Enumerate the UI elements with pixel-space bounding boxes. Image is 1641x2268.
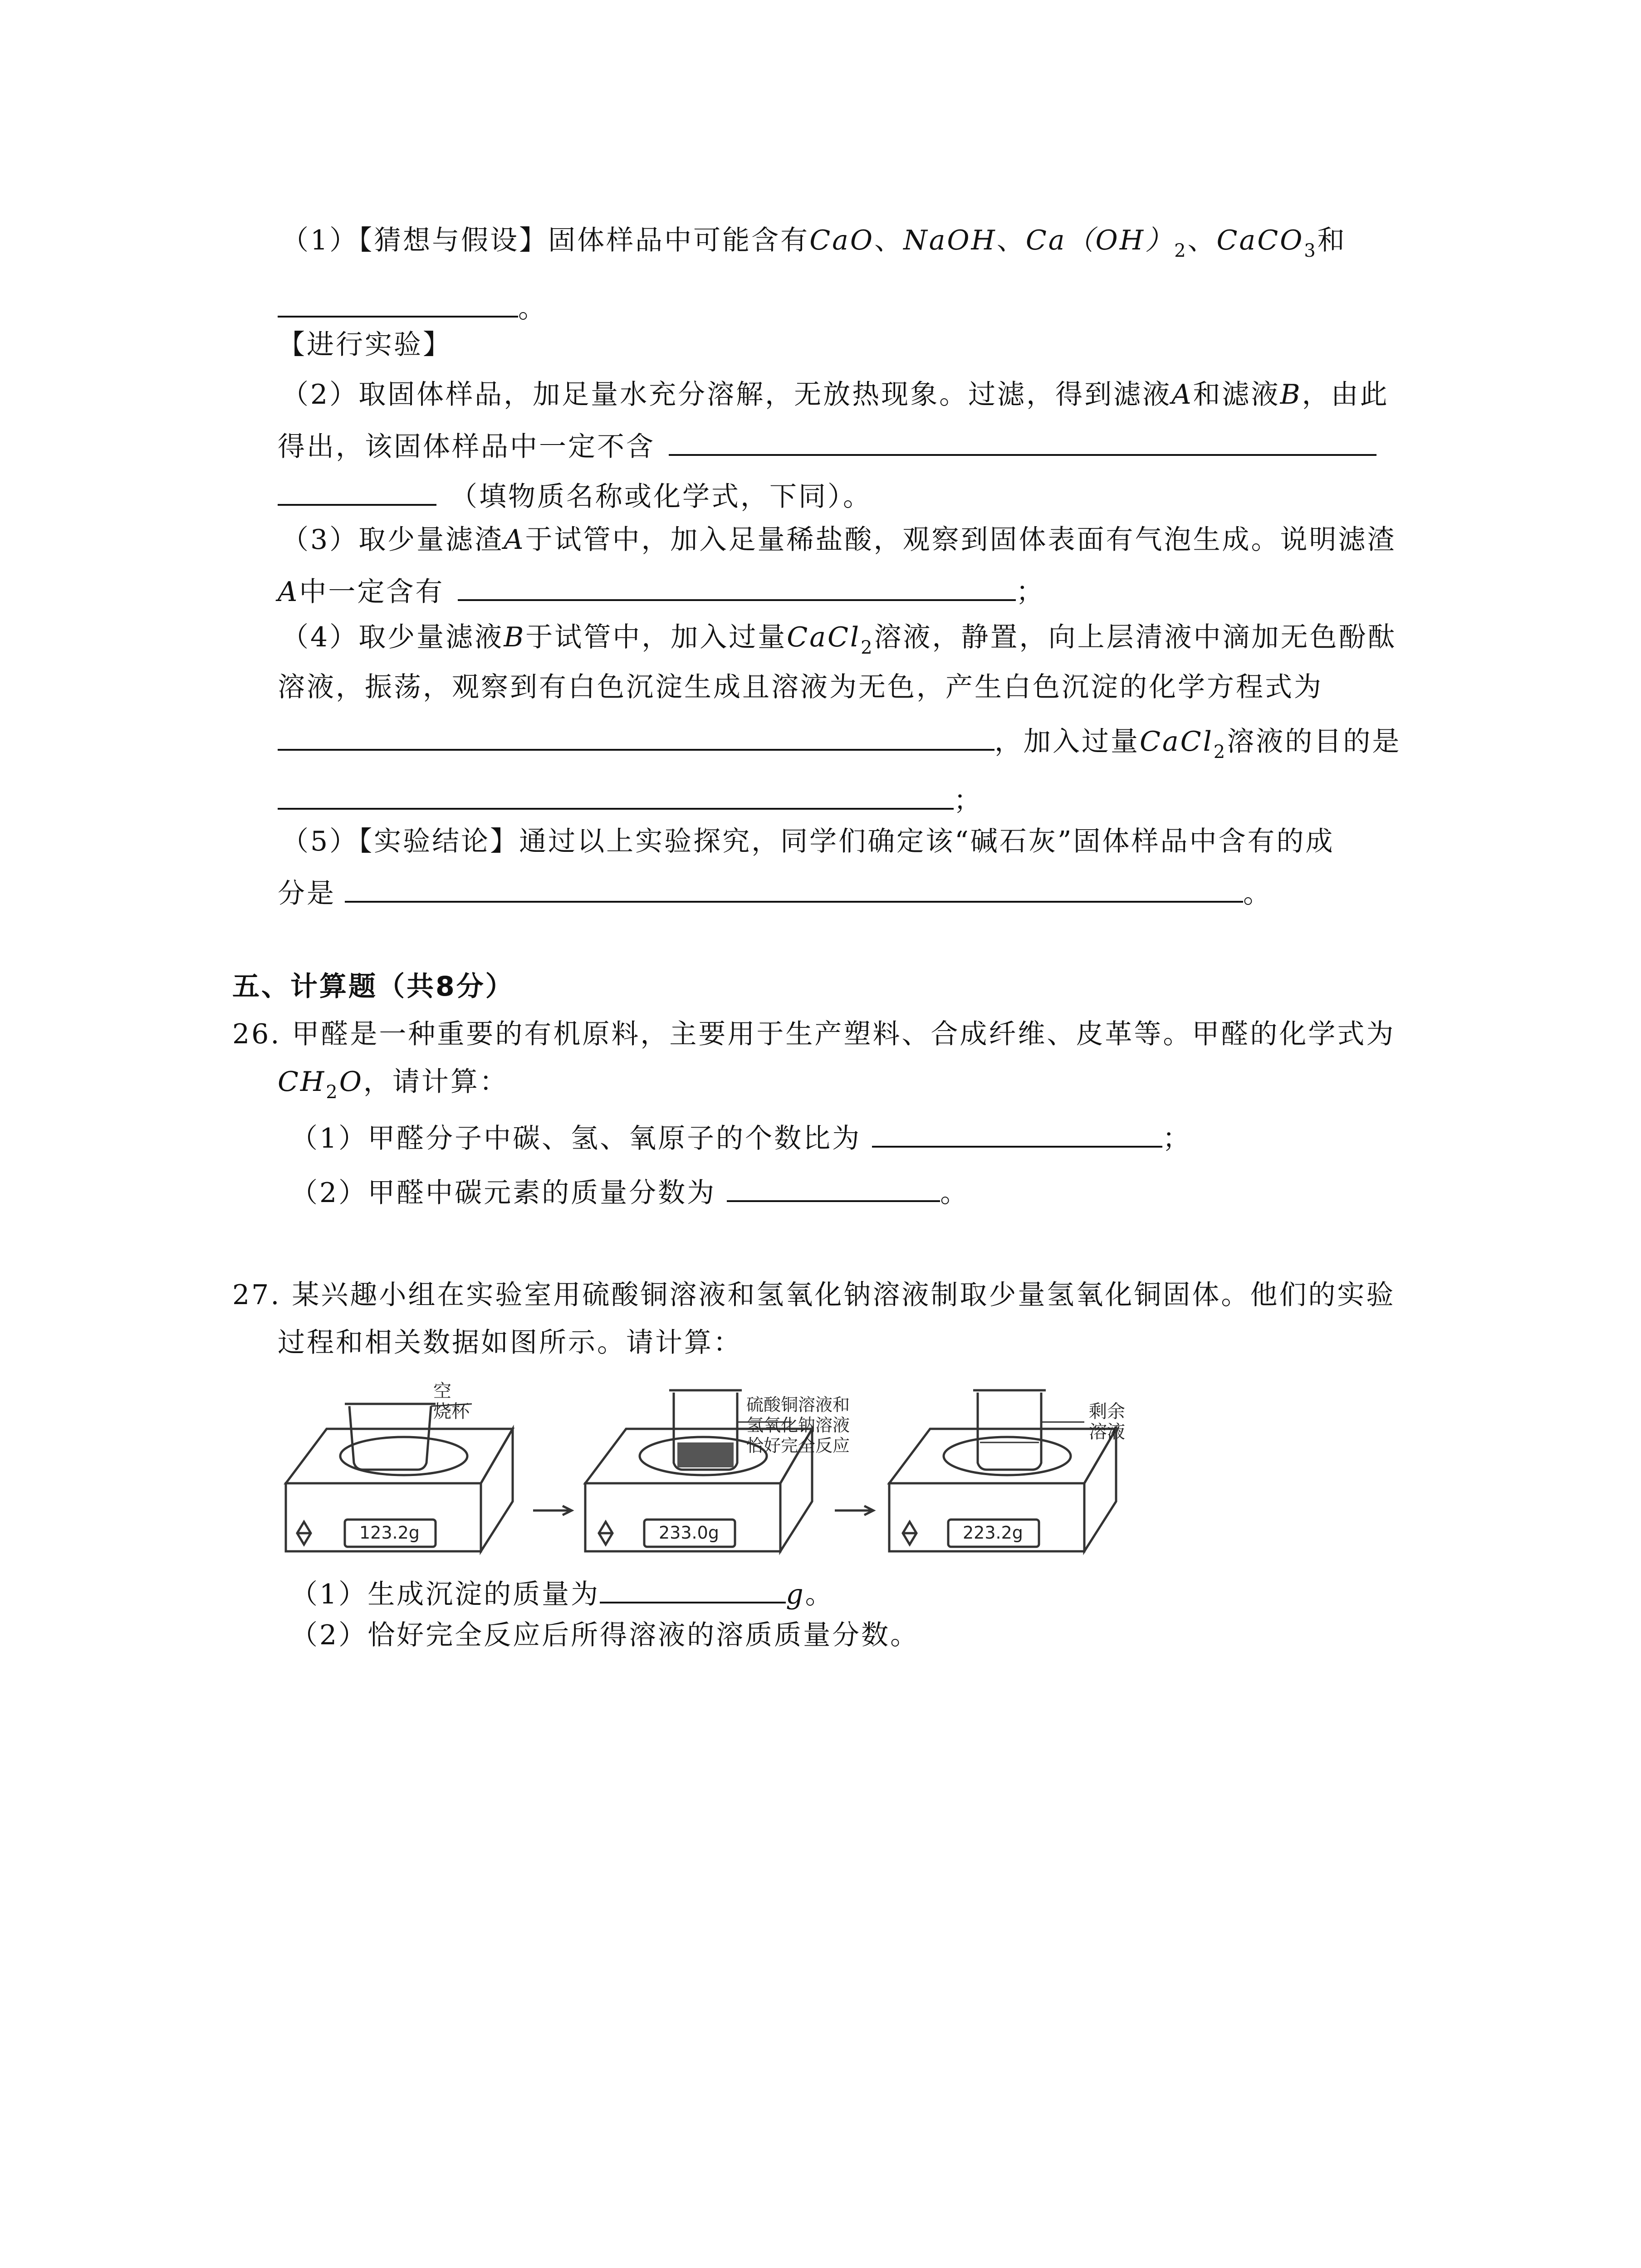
answer-blank[interactable]: [278, 719, 994, 751]
q3-line1: （3）取少量滤渣A于试管中，加入足量稀盐酸，观察到固体表面有气泡生成。说明滤渣: [281, 524, 1396, 556]
q2-line3: （填物质名称或化学式，下同）。: [278, 474, 872, 515]
balance-reading-2: 233.0g: [659, 1523, 719, 1543]
answer-blank[interactable]: [669, 424, 1376, 456]
answer-blank[interactable]: [345, 871, 1243, 903]
label-reaction-2: 氢氧化钠溶液: [746, 1415, 850, 1435]
answer-blank[interactable]: [278, 778, 954, 810]
label-empty-beaker-1: 空: [433, 1381, 451, 1402]
q5-line1: （5）【实验结论】通过以上实验探究，同学们确定该“碱石灰”固体样品中含有的成: [281, 826, 1335, 857]
q1-line1: （1）【猜想与假设】固体样品中可能含有CaO、NaOH、$Ca(OH)_2$、CaCO$_3$和: [281, 225, 1347, 261]
q27-line2: 过程和相关数据如图所示。请计算：: [278, 1327, 742, 1359]
balance-experiment-figure: [272, 1379, 1180, 1574]
q26-part2: （2）甲醛中碳元素的质量分数为 。: [290, 1170, 969, 1211]
q5-line2: 分是 。: [278, 871, 1272, 912]
q4-line4: ；: [278, 778, 983, 819]
q26-line1: 26. 甲醛是一种重要的有机原料，主要用于生产塑料、合成纤维、皮革等。甲醛的化学式为: [232, 1018, 1396, 1050]
label-remaining-2: 溶液: [1089, 1422, 1125, 1442]
label-reaction-1: 硫酸铜溶液和: [746, 1395, 850, 1415]
label-remaining-1: 剩余: [1089, 1401, 1125, 1422]
answer-blank[interactable]: [458, 569, 1016, 601]
q2-line1: （2）取固体样品，加足量水充分溶解，无放热现象。过滤，得到滤液A和滤液B，由此: [281, 379, 1389, 411]
q27-part2: （2）恰好完全反应后所得溶液的溶质质量分数。: [290, 1619, 920, 1651]
answer-blank[interactable]: [600, 1572, 786, 1603]
q27-part1: （1）生成沉淀的质量为 g。: [290, 1572, 834, 1613]
q27-line1: 27. 某兴趣小组在实验室用硫酸铜溶液和氢氧化钠溶液制取少量氢氧化铜固体。他们的实验: [232, 1279, 1396, 1311]
q4-line2: 溶液，振荡，观察到有白色沉淀生成且溶液为无色，产生白色沉淀的化学方程式为: [278, 671, 1323, 703]
q3-line2: A中一定含有 ；: [278, 569, 1045, 610]
answer-blank[interactable]: [278, 286, 518, 318]
balance-reading-3: 223.2g: [963, 1523, 1023, 1543]
q4-line3: ，加入过量CaCl$_2$溶液的目的是: [278, 719, 1401, 763]
section5-heading: 五、计算题（共8分）: [232, 971, 514, 1002]
q26-part1: （1）甲醛分子中碳、氢、氧原子的个数比为 ；: [290, 1116, 1191, 1157]
q26-line2: $CH_2O$，请计算：: [278, 1066, 509, 1103]
q2-line2: 得出，该固体样品中一定不含: [278, 424, 1376, 465]
balance-reading-1: 123.2g: [359, 1523, 420, 1543]
answer-blank[interactable]: [727, 1170, 940, 1202]
answer-blank[interactable]: [872, 1116, 1162, 1148]
label-empty-beaker-2: 烧杯: [433, 1401, 470, 1422]
q4-line1: （4）取少量滤液B于试管中，加入过量CaCl$_2$溶液，静置，向上层清液中滴加无色酚酞: [281, 621, 1397, 658]
experiment-header: 【进行实验】: [278, 329, 452, 361]
label-reaction-3: 恰好完全反应: [746, 1436, 850, 1456]
q1-line2: 。: [278, 286, 547, 327]
answer-blank[interactable]: [278, 474, 436, 506]
